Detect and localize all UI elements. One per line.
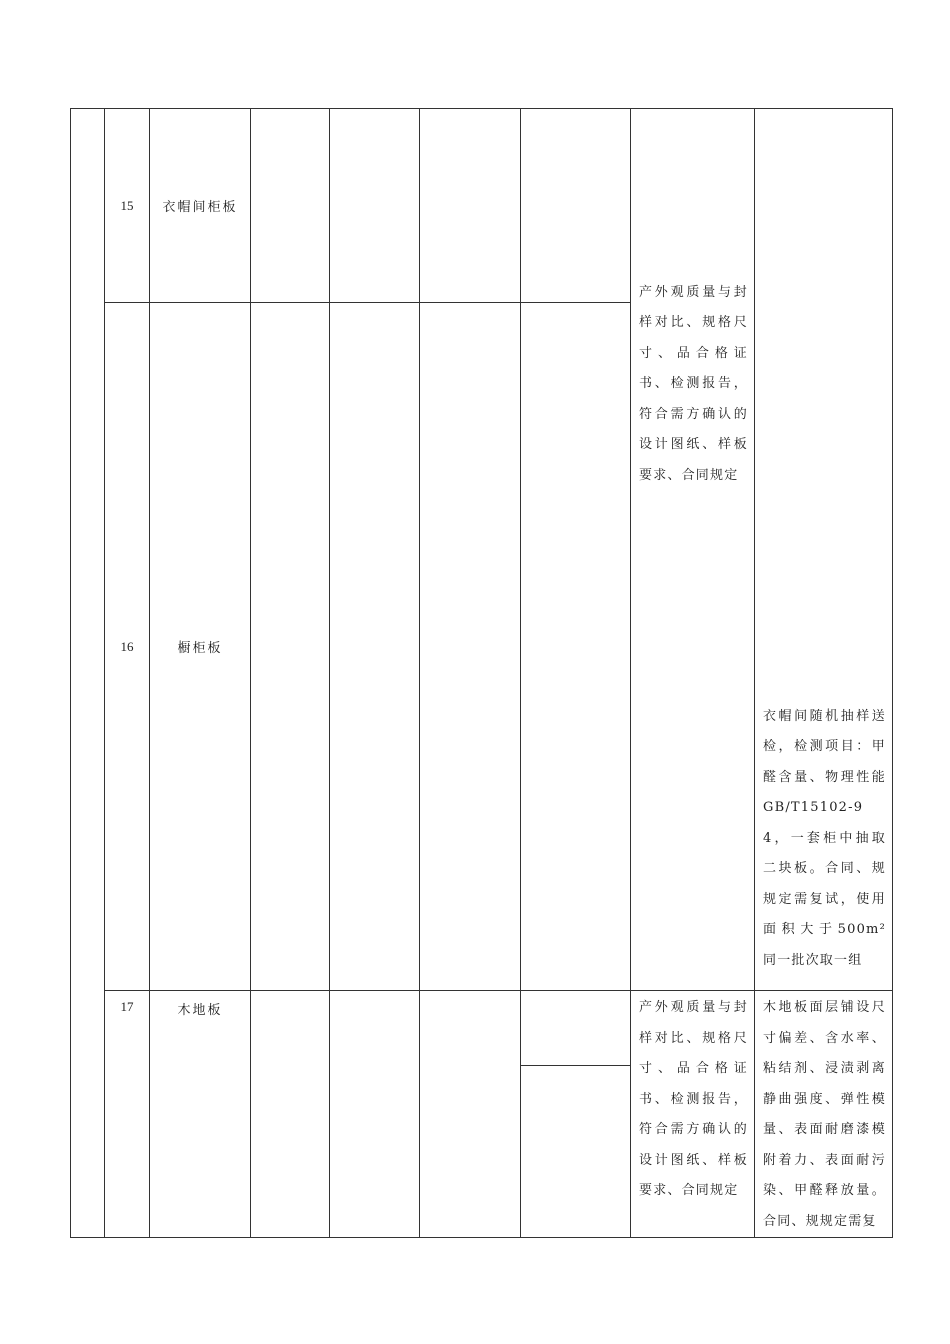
material-name: 橱柜板 bbox=[150, 303, 251, 991]
row-number: 17 bbox=[105, 991, 150, 1238]
table-row bbox=[71, 109, 893, 303]
material-name: 木地板 bbox=[150, 991, 251, 1238]
table-row bbox=[71, 991, 893, 1066]
category-cell bbox=[71, 109, 105, 1238]
row-number: 16 bbox=[105, 303, 150, 991]
empty-cell bbox=[420, 303, 521, 991]
quality-requirement: 产外观质量与封样对比、规格尺寸、品合格证书、检测报告，符合需方确认的设计图纸、样板要求、合同规定 bbox=[631, 109, 755, 991]
empty-cell bbox=[521, 991, 631, 1066]
empty-cell bbox=[251, 303, 330, 991]
empty-cell bbox=[330, 303, 420, 991]
inspection-note: 木地板面层铺设尺寸偏差、含水率、粘结剂、浸渍剥离静曲强度、弹性模量、表面耐磨漆模附着力、表面耐污染、甲醛释放量。合同、规规定需复 bbox=[755, 991, 893, 1238]
empty-cell bbox=[420, 991, 521, 1238]
materials-inspection-table bbox=[70, 108, 893, 1238]
empty-cell bbox=[330, 991, 420, 1238]
material-name: 衣帽间柜板 bbox=[150, 109, 251, 303]
empty-cell bbox=[251, 991, 330, 1238]
empty-cell bbox=[251, 109, 330, 303]
empty-cell bbox=[330, 109, 420, 303]
row-number: 15 bbox=[105, 109, 150, 303]
quality-requirement: 产外观质量与封样对比、规格尺寸、品合格证书、检测报告，符合需方确认的设计图纸、样板要求、合同规定 bbox=[631, 991, 755, 1238]
inspection-note: 衣帽间随机抽样送检，检测项目：甲醛含量、物理性能GB/T15102-94，一套柜中抽取二块板。合同、规规定需复试，使用面积大于500m² 同一批次取一组 bbox=[755, 109, 893, 991]
empty-cell bbox=[521, 1065, 631, 1237]
empty-cell bbox=[521, 303, 631, 991]
empty-cell bbox=[521, 109, 631, 303]
empty-cell bbox=[420, 109, 521, 303]
